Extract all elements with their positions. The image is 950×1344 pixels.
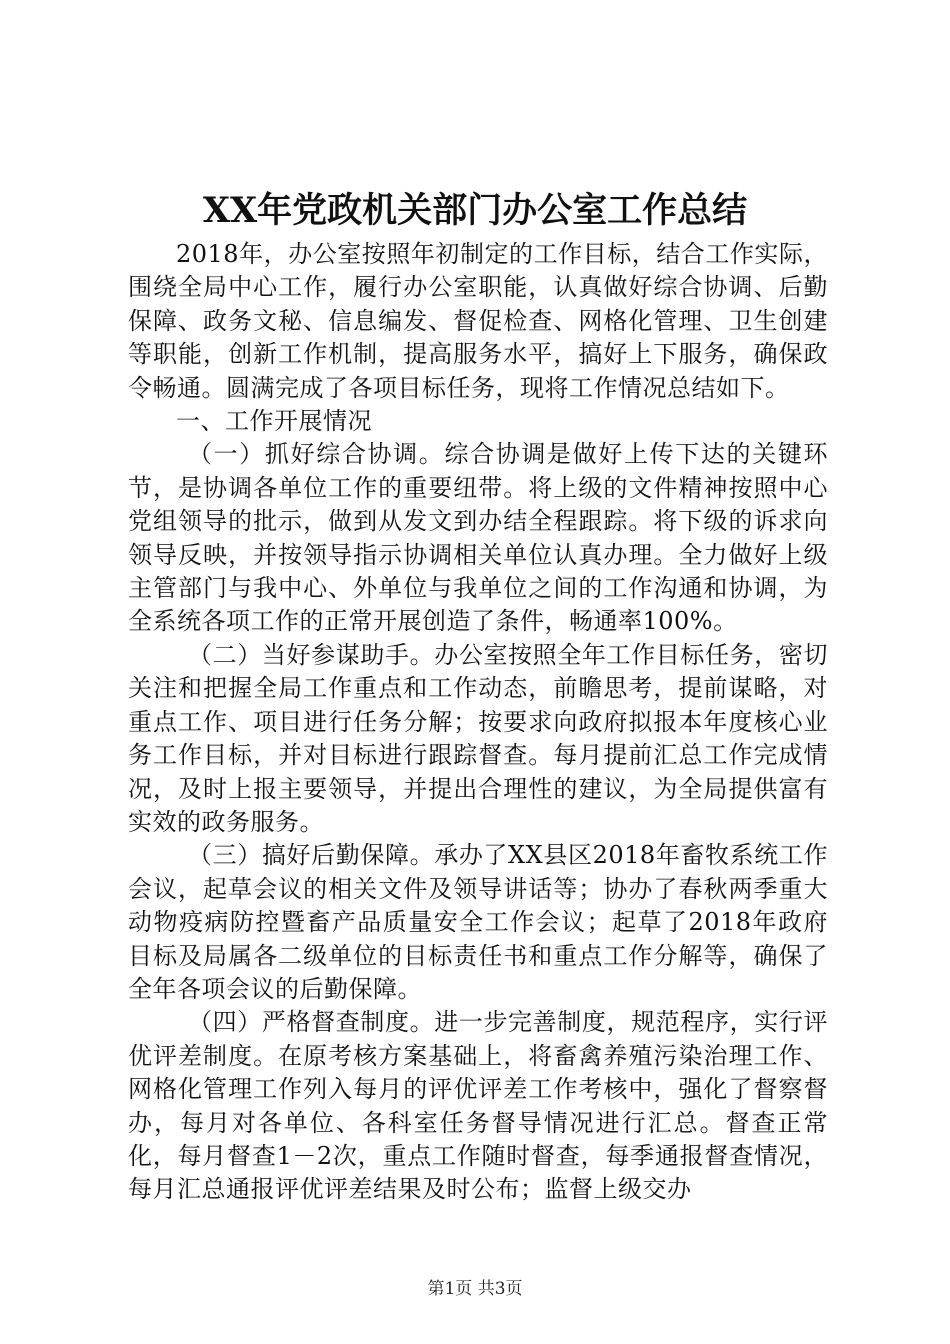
page-number-footer: 第1页 共3页 xyxy=(427,1279,523,1299)
paragraph-coordination: （一）抓好综合协调。综合协调是做好上传下达的关键环节，是协调各单位工作的重要纽带。将上级的文件精神按照中心党组领导的批示，做到从发文到办结全程跟踪。将下级的诉求向领导反映，并按领导指示协调相关单位认真办理。全力做好上级主管部门与我中心、外单位与我单位之间的工作沟通和协调，为全系统各项工作的正常开展创造了条件，畅通率100%。 xyxy=(128,440,828,636)
section-heading-work-status: 一、工作开展情况 xyxy=(176,407,372,436)
paragraph-logistics: （三）搞好后勤保障。承办了XX县区2018年畜牧系统工作会议，起草会议的相关文件及领导讲话等；协办了春秋两季重大动物疫病防控暨畜产品质量安全工作会议；起草了2018年政府目标及局属各二级单位的目标责任书和重点工作分解等，确保了全年各项会议的后勤保障。 xyxy=(128,841,828,1003)
paragraph-intro: 2018年，办公室按照年初制定的工作目标，结合工作实际，围绕全局中心工作，履行办公室职能，认真做好综合协调、后勤保障、政务文秘、信息编发、督促检查、网格化管理、卫生创建等职能，创新工作机制，提高服务水平，搞好上下服务，确保政令畅通。圆满完成了各项目标任务，现将工作情况总结如下。 xyxy=(128,240,828,402)
paragraph-advisor: （二）当好参谋助手。办公室按照全年工作目标任务，密切关注和把握全局工作重点和工作动态，前瞻思考，提前谋略，对重点工作、项目进行任务分解；按要求向政府拟报本年度核心业务工作目标，并对目标进行跟踪督查。每月提前汇总工作完成情况，及时上报主要领导，并提出合理性的建议，为全局提供富有实效的政务服务。 xyxy=(128,640,828,836)
paragraph-supervision: （四）严格督查制度。进一步完善制度，规范程序，实行评优评差制度。在原考核方案基础上，将畜禽养殖污染治理工作、网格化管理工作列入每月的评优评差工作考核中，强化了督察督办，每月对各单位、各科室任务督导情况进行汇总。督查正常化，每月督查1－2次，重点工作随时督查，每季通报督查情况，每月汇总通报评优评差结果及时公布；监督上级交办 xyxy=(128,1008,828,1204)
document-body xyxy=(128,238,828,1207)
document-title: XX年党政机关部门办公室工作总结 xyxy=(202,190,748,231)
